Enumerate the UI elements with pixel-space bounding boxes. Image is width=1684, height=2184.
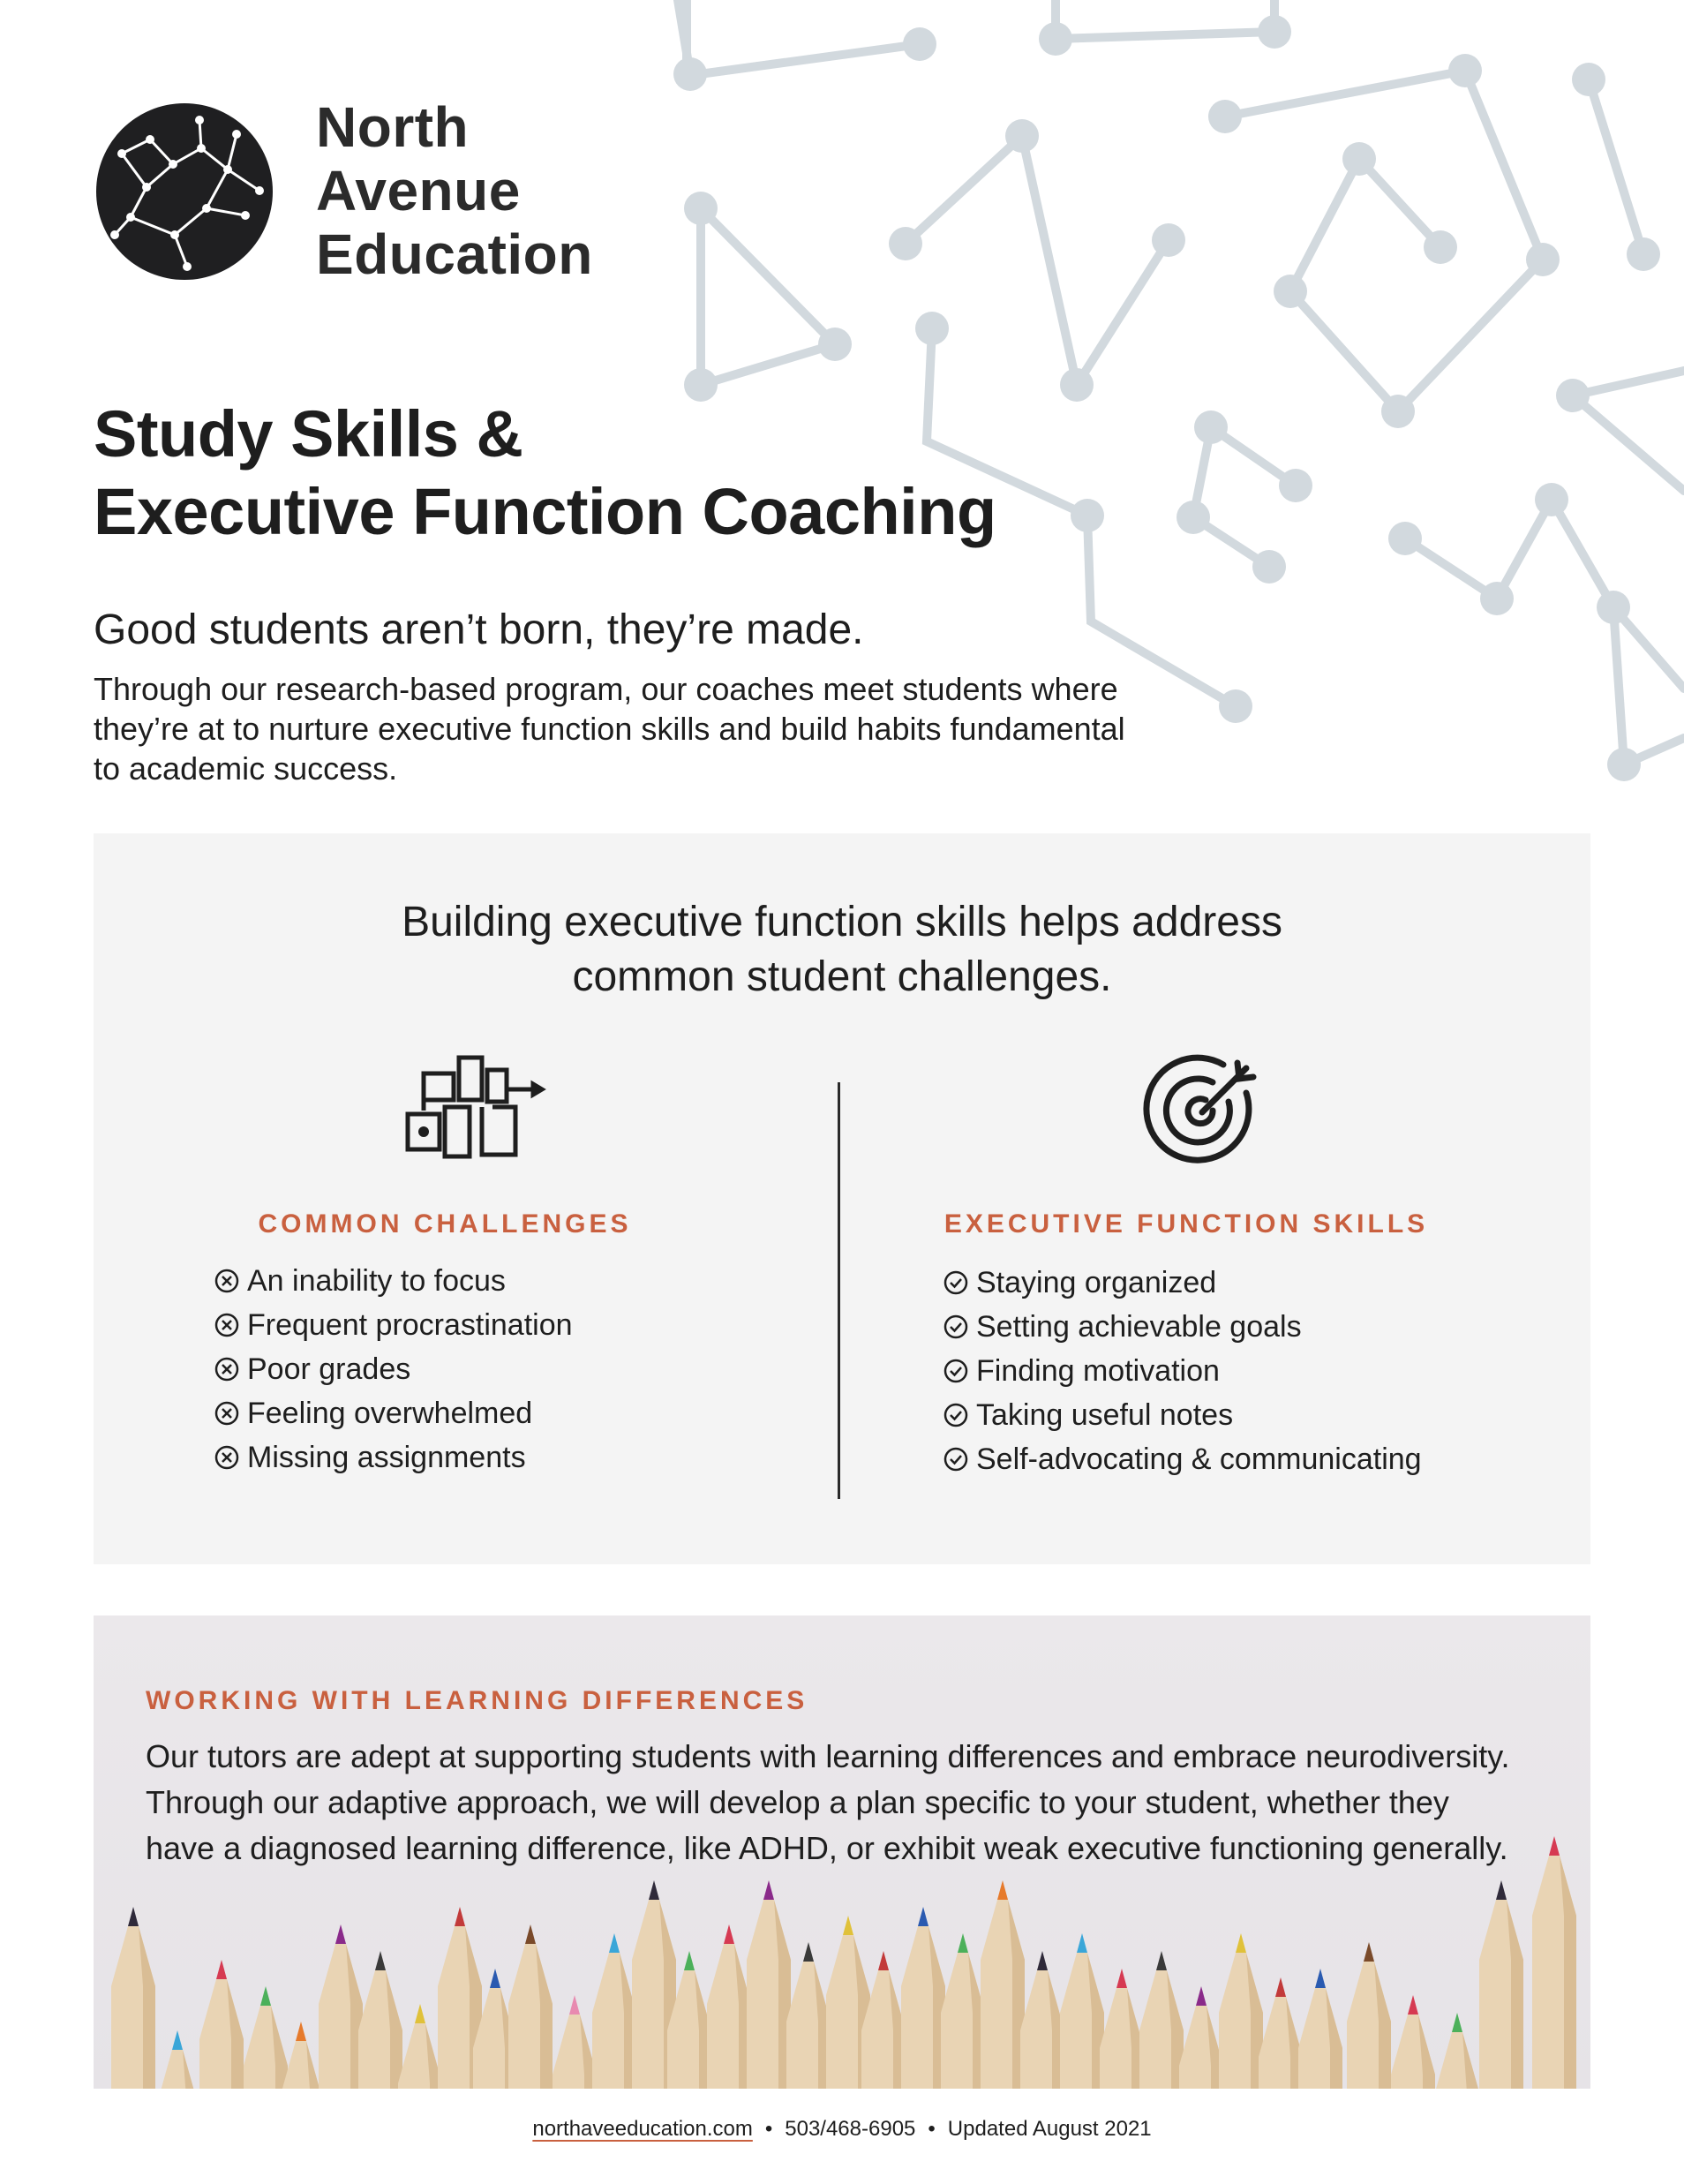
pencil bbox=[155, 2030, 199, 2089]
maze-icon bbox=[401, 1052, 551, 1167]
skills-title: EXECUTIVE FUNCTION SKILLS bbox=[943, 1209, 1429, 1239]
pencil bbox=[1479, 1880, 1523, 2089]
list-item bbox=[943, 1437, 1422, 1481]
pencil bbox=[786, 1942, 831, 2089]
brand-line: North bbox=[316, 95, 470, 159]
pencil bbox=[1139, 1951, 1184, 2089]
pencil bbox=[279, 2022, 323, 2089]
page-title bbox=[94, 395, 996, 551]
panel-heading-line: Building executive function skills helps address bbox=[402, 899, 1282, 945]
skill-label: Taking useful notes bbox=[976, 1397, 1234, 1432]
pencil bbox=[244, 1986, 288, 2089]
pencil bbox=[1532, 1836, 1576, 2089]
pencil bbox=[111, 1907, 155, 2089]
updated-date: Updated August 2021 bbox=[947, 2117, 1152, 2141]
pencil bbox=[981, 1880, 1025, 2089]
list-item bbox=[214, 1303, 573, 1347]
skill-label: Finding motivation bbox=[976, 1353, 1220, 1388]
list-item bbox=[943, 1305, 1422, 1349]
skill-label: Staying organized bbox=[976, 1265, 1217, 1299]
pencil bbox=[553, 1995, 597, 2089]
brand-line: Avenue bbox=[316, 159, 521, 222]
list-item bbox=[214, 1435, 573, 1480]
target-icon bbox=[1142, 1049, 1266, 1172]
brand-name bbox=[316, 95, 593, 286]
x-circle-icon bbox=[214, 1312, 240, 1338]
x-circle-icon bbox=[214, 1400, 240, 1427]
x-circle-icon bbox=[214, 1356, 240, 1382]
check-circle-icon bbox=[943, 1269, 969, 1296]
pencil bbox=[1219, 1933, 1263, 2089]
learning-differences-title: WORKING WITH LEARNING DIFFERENCES bbox=[146, 1686, 808, 1715]
learning-differences-banner bbox=[94, 1615, 1590, 2089]
brand-line: Education bbox=[316, 222, 593, 286]
phone-number: 503/468-6905 bbox=[785, 2117, 916, 2141]
challenges-list bbox=[214, 1259, 573, 1480]
pencil bbox=[941, 1933, 985, 2089]
title-line: Study Skills & bbox=[94, 397, 523, 471]
pencil bbox=[592, 1933, 636, 2089]
check-circle-icon bbox=[943, 1358, 969, 1384]
pencil bbox=[1020, 1951, 1064, 2089]
challenge-label: Frequent procrastination bbox=[247, 1307, 573, 1342]
list-item bbox=[214, 1259, 573, 1303]
skills-list bbox=[943, 1261, 1422, 1481]
pencil bbox=[1391, 1995, 1435, 2089]
website-link[interactable]: northaveeducation.com bbox=[532, 2117, 753, 2141]
intro-paragraph: Through our research-based program, our coaches meet students where they’re at to nurture executive function skills and build habits fundamental to academic success. bbox=[94, 671, 1125, 787]
panel-heading-line: common student challenges. bbox=[572, 953, 1112, 1000]
constellation-logo-icon bbox=[95, 102, 274, 281]
list-item bbox=[943, 1393, 1422, 1437]
pencil bbox=[508, 1924, 553, 2089]
check-circle-icon bbox=[943, 1402, 969, 1428]
pencil bbox=[358, 1951, 402, 2089]
pencil bbox=[199, 1960, 244, 2089]
list-item bbox=[214, 1391, 573, 1435]
pencil bbox=[861, 1951, 906, 2089]
tagline: Good students aren’t born, they’re made. bbox=[94, 606, 864, 653]
separator-dot: • bbox=[928, 2117, 936, 2141]
learning-differences-body: Our tutors are adept at supporting students with learning differences and embrace neurodiversity. Through our adaptive approach, we will develop a plan specific to your student, whether they have a diagnosed learning difference, like ADHD, or exhibit weak executive functioning generally. bbox=[146, 1738, 1510, 1866]
footer bbox=[0, 2117, 1684, 2142]
panel-heading bbox=[94, 895, 1590, 1005]
pencil bbox=[319, 1924, 363, 2089]
challenge-label: Poor grades bbox=[247, 1352, 411, 1386]
skill-label: Setting achievable goals bbox=[976, 1309, 1302, 1344]
title-line: Executive Function Coaching bbox=[94, 475, 996, 548]
pencil bbox=[1060, 1933, 1104, 2089]
x-circle-icon bbox=[214, 1444, 240, 1471]
challenge-label: Missing assignments bbox=[247, 1440, 526, 1474]
separator-dot: • bbox=[764, 2117, 773, 2141]
list-item bbox=[214, 1347, 573, 1391]
list-item bbox=[943, 1261, 1422, 1305]
challenge-label: Feeling overwhelmed bbox=[247, 1396, 533, 1430]
pencil bbox=[1259, 1977, 1303, 2089]
pencil bbox=[707, 1924, 751, 2089]
pencil bbox=[1179, 1986, 1223, 2089]
pencil bbox=[398, 2004, 442, 2089]
challenges-title: COMMON CHALLENGES bbox=[258, 1209, 632, 1239]
pencil bbox=[1347, 1942, 1391, 2089]
x-circle-icon bbox=[214, 1268, 240, 1294]
skill-label: Self-advocating & communicating bbox=[976, 1442, 1422, 1476]
pencil bbox=[747, 1880, 791, 2089]
check-circle-icon bbox=[943, 1446, 969, 1472]
pencil bbox=[1298, 1969, 1342, 2089]
column-divider bbox=[838, 1082, 840, 1499]
pencil bbox=[1435, 2013, 1479, 2089]
pencil bbox=[1100, 1969, 1144, 2089]
challenge-label: An inability to focus bbox=[247, 1263, 506, 1298]
check-circle-icon bbox=[943, 1314, 969, 1340]
pencil bbox=[901, 1907, 945, 2089]
list-item bbox=[943, 1349, 1422, 1393]
challenges-skills-panel bbox=[94, 833, 1590, 1564]
